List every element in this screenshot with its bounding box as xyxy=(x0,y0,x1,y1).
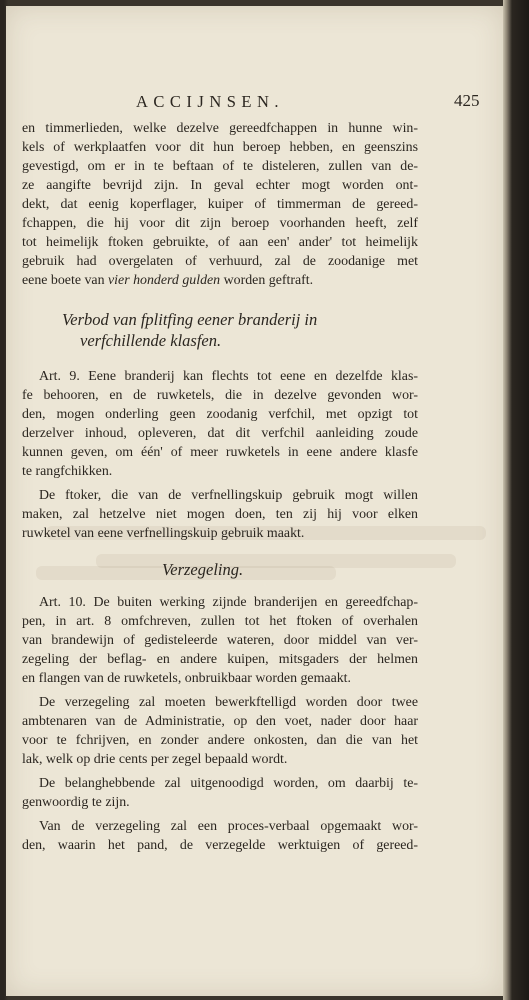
section-heading xyxy=(22,309,418,351)
text-run: De ftoker, die van de verfnellingskuip gebruik mogt willen xyxy=(39,488,418,503)
emphasis-text: vier honderd gulden xyxy=(108,273,221,288)
text-run: Eene branderij kan flechts tot eene en dezelfde klas- xyxy=(88,369,418,384)
body-text xyxy=(22,119,418,855)
text-line xyxy=(22,486,418,505)
text-line xyxy=(22,271,418,290)
text-line xyxy=(22,793,418,812)
text-run: De belanghebbende zal uitgenoodigd worden, om daarbij te- xyxy=(39,776,418,791)
text-line xyxy=(22,774,418,793)
text-run: kunnen geven, om één' of meer ruwketels in eene andere klasfe xyxy=(22,445,418,460)
text-run: voor te fchrijven, en zonder andere onkosten, dan die van het xyxy=(22,733,418,748)
text-run: maken, zal hetzelve niet mogen doen, ten zij hij voor elken xyxy=(22,507,418,522)
text-line xyxy=(22,119,418,138)
article-label: Art. 9. xyxy=(39,369,80,384)
text-line xyxy=(22,405,418,424)
text-line xyxy=(22,176,418,195)
text-run: De buiten werking zijnde branderijen en gereedfchap- xyxy=(93,595,418,610)
heading-line: Verbod van fplitfing eener branderij in xyxy=(62,310,318,329)
text-run: van brandewijn of gedisteleerde wateren, door middel van ver- xyxy=(22,633,418,648)
text-run: dekt, dat eenig koperflager, kuiper of timmerman de gereed- xyxy=(22,197,418,212)
page-header xyxy=(6,90,503,116)
text-line xyxy=(22,731,418,750)
text-run: pen, in art. 8 omfchreven, zullen tot het ftoken of overhalen xyxy=(22,614,418,629)
text-line xyxy=(22,157,418,176)
text-line xyxy=(22,386,418,405)
text-run: Van de verzegeling zal een proces-verbaal opgemaakt wor- xyxy=(39,819,418,834)
paragraph xyxy=(22,817,418,855)
text-line xyxy=(22,443,418,462)
text-run: en flangen van de ruwketels, onbruikbaar worden gemaakt. xyxy=(22,671,352,686)
text-run: kels of werkplaatfen voor dit hun beroep hebben, en geenszins xyxy=(22,140,418,155)
text-line xyxy=(22,650,418,669)
text-run: fchappen, die hij voor dit zijn beroep voorhanden heeft, zelf xyxy=(22,216,418,231)
text-line xyxy=(22,367,418,386)
paragraph xyxy=(22,119,418,271)
page-number: 425 xyxy=(454,91,480,110)
text-line xyxy=(22,817,418,836)
text-run: De verzegeling zal moeten bewerkftelligd worden door twee xyxy=(39,695,418,710)
text-run: worden geftraft. xyxy=(220,273,314,288)
text-run: den, mogen onderling geen zoodanig verfchil, met opzigt tot xyxy=(22,407,418,422)
paragraph xyxy=(22,367,418,481)
text-line xyxy=(22,214,418,233)
text-run: ambtenaren van de Administratie, op den voet, nader door haar xyxy=(22,714,418,729)
section-heading xyxy=(22,559,418,580)
text-run: gebruik had overgelaten of verhuurd, zal de zoodanige met xyxy=(22,254,418,269)
text-line xyxy=(22,252,418,271)
text-run: en timmerlieden, welke dezelve gereedfchappen in hunne win- xyxy=(22,121,418,136)
article-label: Art. 10. xyxy=(39,595,86,610)
running-head: ACCIJNSEN. xyxy=(136,92,285,111)
text-run: derzelver inhoud, opleveren, dat dit verfchil aanleiding zoude xyxy=(22,426,418,441)
text-run: te rangfchikken. xyxy=(22,464,113,479)
book-edge xyxy=(503,0,529,1000)
text-run: zegeling der beflag- en andere kuipen, mitsgaders der helmen xyxy=(22,652,418,667)
text-line xyxy=(22,693,418,712)
text-line xyxy=(22,631,418,650)
text-run: eene boete van xyxy=(22,273,108,288)
book-page xyxy=(6,6,503,996)
text-line xyxy=(22,462,418,481)
text-run: den, waarin het pand, de verzegelde werktuigen of gereed- xyxy=(22,838,418,853)
text-run: fe behooren, en de ruwketels, die in dezelve gevonden wor- xyxy=(22,388,418,403)
text-run: ze aangifte bevrijd zijn. In geval echter mogt worden ont- xyxy=(22,178,418,193)
text-run: gevestigd, om er in te beftaan of te disteleren, zullen van de- xyxy=(22,159,418,174)
text-run: ruwketel van eene verfnellingskuip gebruik maakt. xyxy=(22,526,305,541)
text-line xyxy=(22,195,418,214)
text-line xyxy=(22,233,418,252)
text-line xyxy=(22,524,418,543)
text-line xyxy=(22,750,418,769)
text-line xyxy=(22,712,418,731)
paragraph xyxy=(22,593,418,688)
paragraph xyxy=(22,271,418,290)
text-line xyxy=(22,836,418,855)
text-line xyxy=(22,424,418,443)
text-line xyxy=(22,593,418,612)
text-run: genwoordig te zijn. xyxy=(22,795,130,810)
text-line xyxy=(22,138,418,157)
text-line xyxy=(22,612,418,631)
paragraph xyxy=(22,693,418,769)
text-run: lak, welk op drie cents per zegel bepaald wordt. xyxy=(22,752,288,767)
heading-line: Verzegeling. xyxy=(162,560,244,579)
paragraph xyxy=(22,486,418,543)
paragraph xyxy=(22,774,418,812)
text-line xyxy=(22,505,418,524)
text-run: tot heimelijk ftoken gebruikte, of aan een' ander' tot heimelijk xyxy=(22,235,418,250)
heading-line: verfchillende klasfen. xyxy=(80,331,222,350)
text-line xyxy=(22,669,418,688)
